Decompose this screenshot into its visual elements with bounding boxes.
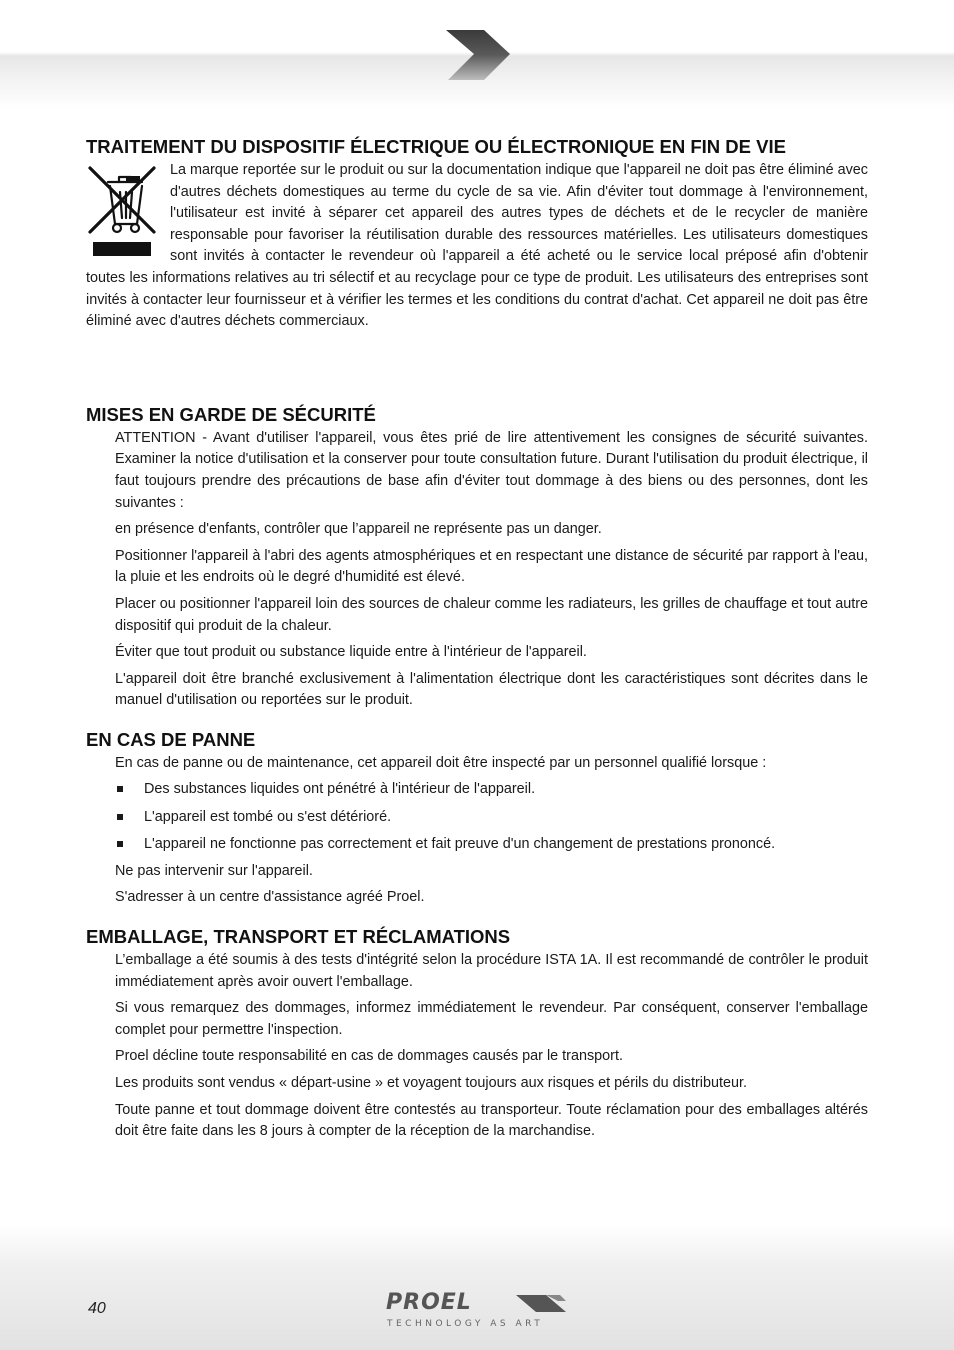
list-item: Des substances liquides ont pénétré à l'intérieur de l'appareil. [115, 779, 868, 801]
safety-paragraph: L'appareil doit être branché exclusivement à l'alimentation électrique dont les caractéristiques sont décrites dans le manuel d'utilisation ou reportées sur le produit. [115, 670, 868, 709]
packaging-title: EMBALLAGE, TRANSPORT ET RÉCLAMATIONS [86, 925, 511, 947]
logo-wing-icon [516, 1295, 568, 1313]
bullet-icon [117, 841, 123, 847]
safety-paragraph: Placer ou positionner l'appareil loin des sources de chaleur comme les radiateurs, les grilles de chauffage et tout autre dispositif qui produit de la chaleur. [115, 595, 868, 634]
bullet-icon [117, 814, 123, 820]
disposal-section [86, 160, 868, 333]
chevron-arrow-icon [444, 28, 512, 84]
packaging-paragraph: L’emballage a été soumis à des tests d'intégrité selon la procédure ISTA 1A. Il est recommandé de contrôler le produit immédiatement après avoir ouvert l'emballage. [115, 951, 868, 990]
packaging-paragraph: Les produits sont vendus « départ-usine » et voyagent toujours aux risques et périls du distributeur. [115, 1074, 747, 1091]
failure-bullet-list [86, 779, 868, 855]
failure-intro: En cas de panne ou de maintenance, cet appareil doit être inspecté par un personnel qualifié lorsque : [115, 754, 767, 771]
page-content [86, 134, 868, 1148]
failure-section [86, 753, 868, 909]
failure-paragraph: Ne pas intervenir sur l'appareil. [115, 862, 313, 879]
safety-paragraph: en présence d'enfants, contrôler que l’appareil ne représente pas un danger. [115, 521, 602, 538]
safety-paragraph: Éviter que tout produit ou substance liquide entre à l'intérieur de l'appareil. [115, 644, 587, 661]
safety-section [86, 428, 868, 712]
safety-paragraph: Positionner l'appareil à l'abri des agents atmosphériques et en respectant une distance de sécurité par rapport à l'eau, la pluie et les endroits où le degré d'humidité est élevé. [115, 547, 868, 586]
disposal-text: La marque reportée sur le produit ou sur la documentation indique que l'appareil ne doit pas être éliminé avec d'autres déchets domestiques au terme du cycle de sa vie. Afin d'éviter tout dommage à l'environnement, l'utilisateur est invité à séparer cet appareil des autres types de déchets et de le recycler de manière responsable pour favoriser la réutilisation durable des ressources matérielles. Les utilisateurs domestiques sont invités à contacter le revendeur où l'appareil a été acheté ou le service local préposé afin d'obtenir toutes les informations relatives au tri sélectif et au recyclage pour ce type de produit. Les utilisateurs des entreprises sont invités à contacter leur fournisseur et à vérifier les termes et les conditions du contrat d'achat. Cet appareil ne doit pas être éliminé avec d'autres déchets commerciaux. [86, 162, 868, 330]
safety-title: MISES EN GARDE DE SÉCURITÉ [86, 403, 376, 425]
list-item: L'appareil ne fonctionne pas correctement et fait preuve d'un changement de prestations prononcé. [115, 834, 868, 856]
failure-paragraph: S'adresser à un centre d'assistance agréé Proel. [115, 889, 425, 906]
list-item: L'appareil est tombé ou s'est détérioré. [115, 807, 868, 829]
proel-logo [386, 1290, 576, 1334]
bullet-icon [117, 786, 123, 792]
disposal-title: TRAITEMENT DU DISPOSITIF ÉLECTRIQUE OU ÉLECTRONIQUE EN FIN DE VIE [86, 136, 786, 157]
logo-tagline: TECHNOLOGY AS ART [387, 1319, 544, 1329]
packaging-paragraph: Proel décline toute responsabilité en cas de dommages causés par le transport. [115, 1048, 623, 1065]
crossed-out-wheelie-bin-icon [86, 164, 164, 260]
logo-wordmark: PROEL [386, 1290, 472, 1315]
packaging-section [86, 950, 868, 1143]
packaging-paragraph: Si vous remarquez des dommages, informez immédiatement le revendeur. Par conséquent, conserver l'emballage complet pour permettre l'inspection. [115, 1000, 868, 1038]
safety-paragraph: ATTENTION - Avant d'utiliser l'appareil, vous êtes prié de lire attentivement les consignes de sécurité suivantes. Examiner la notice d'utilisation et la conserver pour toute consultation future. Durant l'utilisation du produit électrique, il faut toujours prendre des précautions de base afin d'éviter tout dommage à des biens ou des personnes, dont les suivantes : [115, 429, 868, 511]
failure-title: EN CAS DE PANNE [86, 728, 256, 750]
page-number: 40 [88, 1300, 106, 1317]
packaging-paragraph: Toute panne et tout dommage doivent être contestés au transporteur. Toute réclamation pour des emballages altérés doit être faite dans les 8 jours à compter de la réception de la marchandise. [115, 1101, 868, 1140]
